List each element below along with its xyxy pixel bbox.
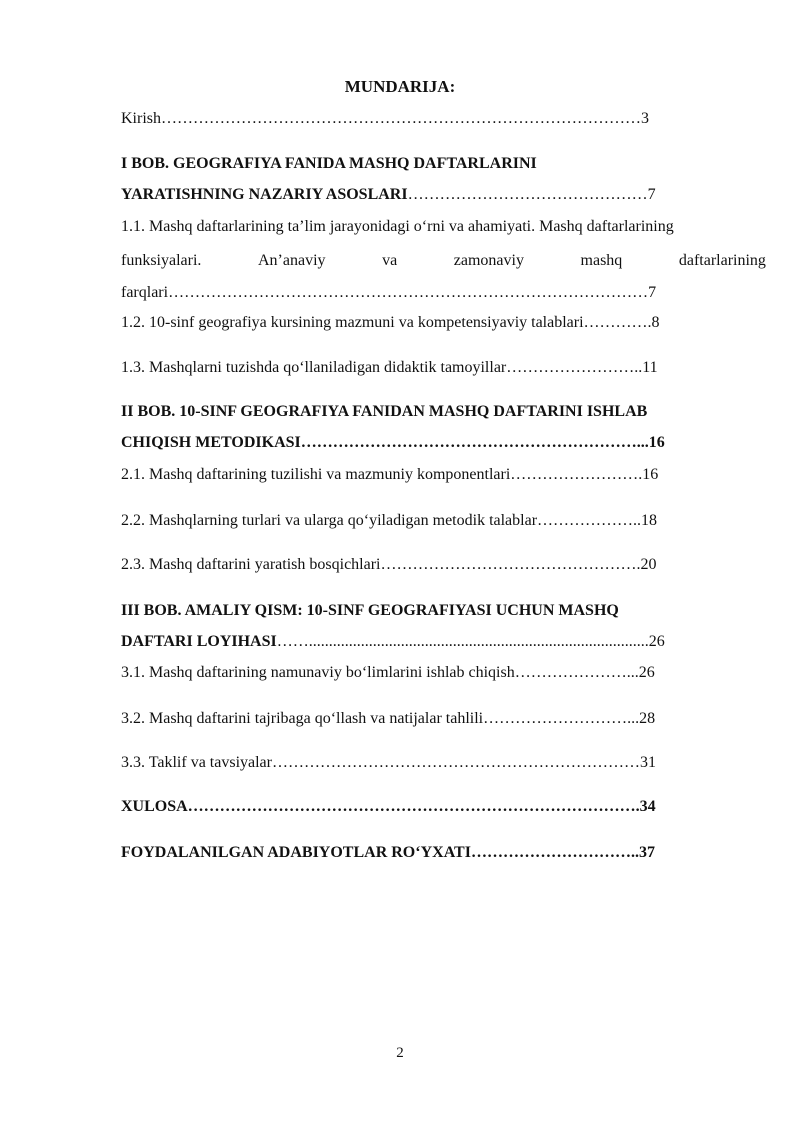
word: zamonaviy — [453, 252, 524, 269]
word: funksiyalari. — [121, 252, 202, 269]
toc-chapter-2-line-1: II BOB. 10-SINF GEOGRAFIYA FANIDAN MASHQ DAFTARINI ISHLAB — [121, 403, 648, 420]
word: daftarlarining — [678, 252, 766, 269]
toc-title: MUNDARIJA: — [344, 77, 456, 96]
toc-chapter-3-title: DAFTARI LOYIHASI — [121, 633, 277, 650]
toc-section-1-1-line-3: farqlari………………………………………………………………………………7 — [121, 284, 657, 301]
toc-chapter-1-leader: ………………………………………7 — [407, 186, 656, 203]
toc-section-2-3: 2.3. Mashq daftarini yaratish bosqichlari………………………………………….20 — [121, 556, 657, 573]
toc-xulosa: XULOSA………………………………………………………………………….34 — [121, 798, 656, 815]
toc-entry-kirish: Kirish………………………………………………………………………………3 — [121, 110, 649, 127]
toc-section-2-1: 2.1. Mashq daftarining tuzilishi va mazmuniy komponentlari…………………….16 — [121, 466, 659, 483]
toc-section-1-3: 1.3. Mashqlarni tuzishda qo‘llaniladigan didaktik tamoyillar……………………..11 — [121, 359, 658, 376]
toc-chapter-3-line-2 — [121, 631, 766, 653]
toc-section-1-2: 1.2. 10-sinf geografiya kursining mazmuni va kompetensiyaviy talablari………….8 — [121, 314, 660, 331]
toc-chapter-2-line-2: CHIQISH METODIKASI………………………………………………………...16 — [121, 434, 665, 451]
toc-section-1-1-line-2 — [121, 250, 766, 272]
toc-chapter-1-line-1: I BOB. GEOGRAFIYA FANIDA MASHQ DAFTARLARINI — [121, 155, 537, 172]
page-number: 2 — [396, 1045, 404, 1061]
toc-section-3-1: 3.1. Mashq daftarining namunaviy bo‘limlarini ishlab chiqish…………………...26 — [121, 664, 655, 681]
toc-section-2-2: 2.2. Mashqlarning turlari va ularga qo‘yiladigan metodik talablar………………..18 — [121, 512, 658, 529]
toc-chapter-1-line-2 — [121, 184, 766, 206]
toc-chapter-3-leader: …….....................................................................................26 — [276, 633, 665, 650]
toc-section-3-2: 3.2. Mashq daftarini tajribaga qo‘llash va natijalar tahlili………………………...28 — [121, 710, 656, 727]
word: An’anaviy — [257, 252, 326, 269]
toc-section-1-1-line-1: 1.1. Mashq daftarlarining ta’lim jarayonidagi o‘rni va ahamiyati. Mashq daftarlarining — [121, 218, 674, 235]
toc-section-3-3: 3.3. Taklif va tavsiyalar……………………………………………………………31 — [121, 754, 656, 771]
toc-chapter-1-title: YARATISHNING NAZARIY ASOSLARI — [121, 186, 408, 203]
toc-chapter-3-line-1: III BOB. AMALIY QISM: 10-SINF GEOGRAFIYASI UCHUN MASHQ — [121, 602, 619, 619]
word: va — [382, 252, 398, 269]
toc-adabiyotlar: FOYDALANILGAN ADABIYOTLAR RO‘YXATI…………………………..37 — [121, 844, 655, 861]
word: mashq — [580, 252, 623, 269]
